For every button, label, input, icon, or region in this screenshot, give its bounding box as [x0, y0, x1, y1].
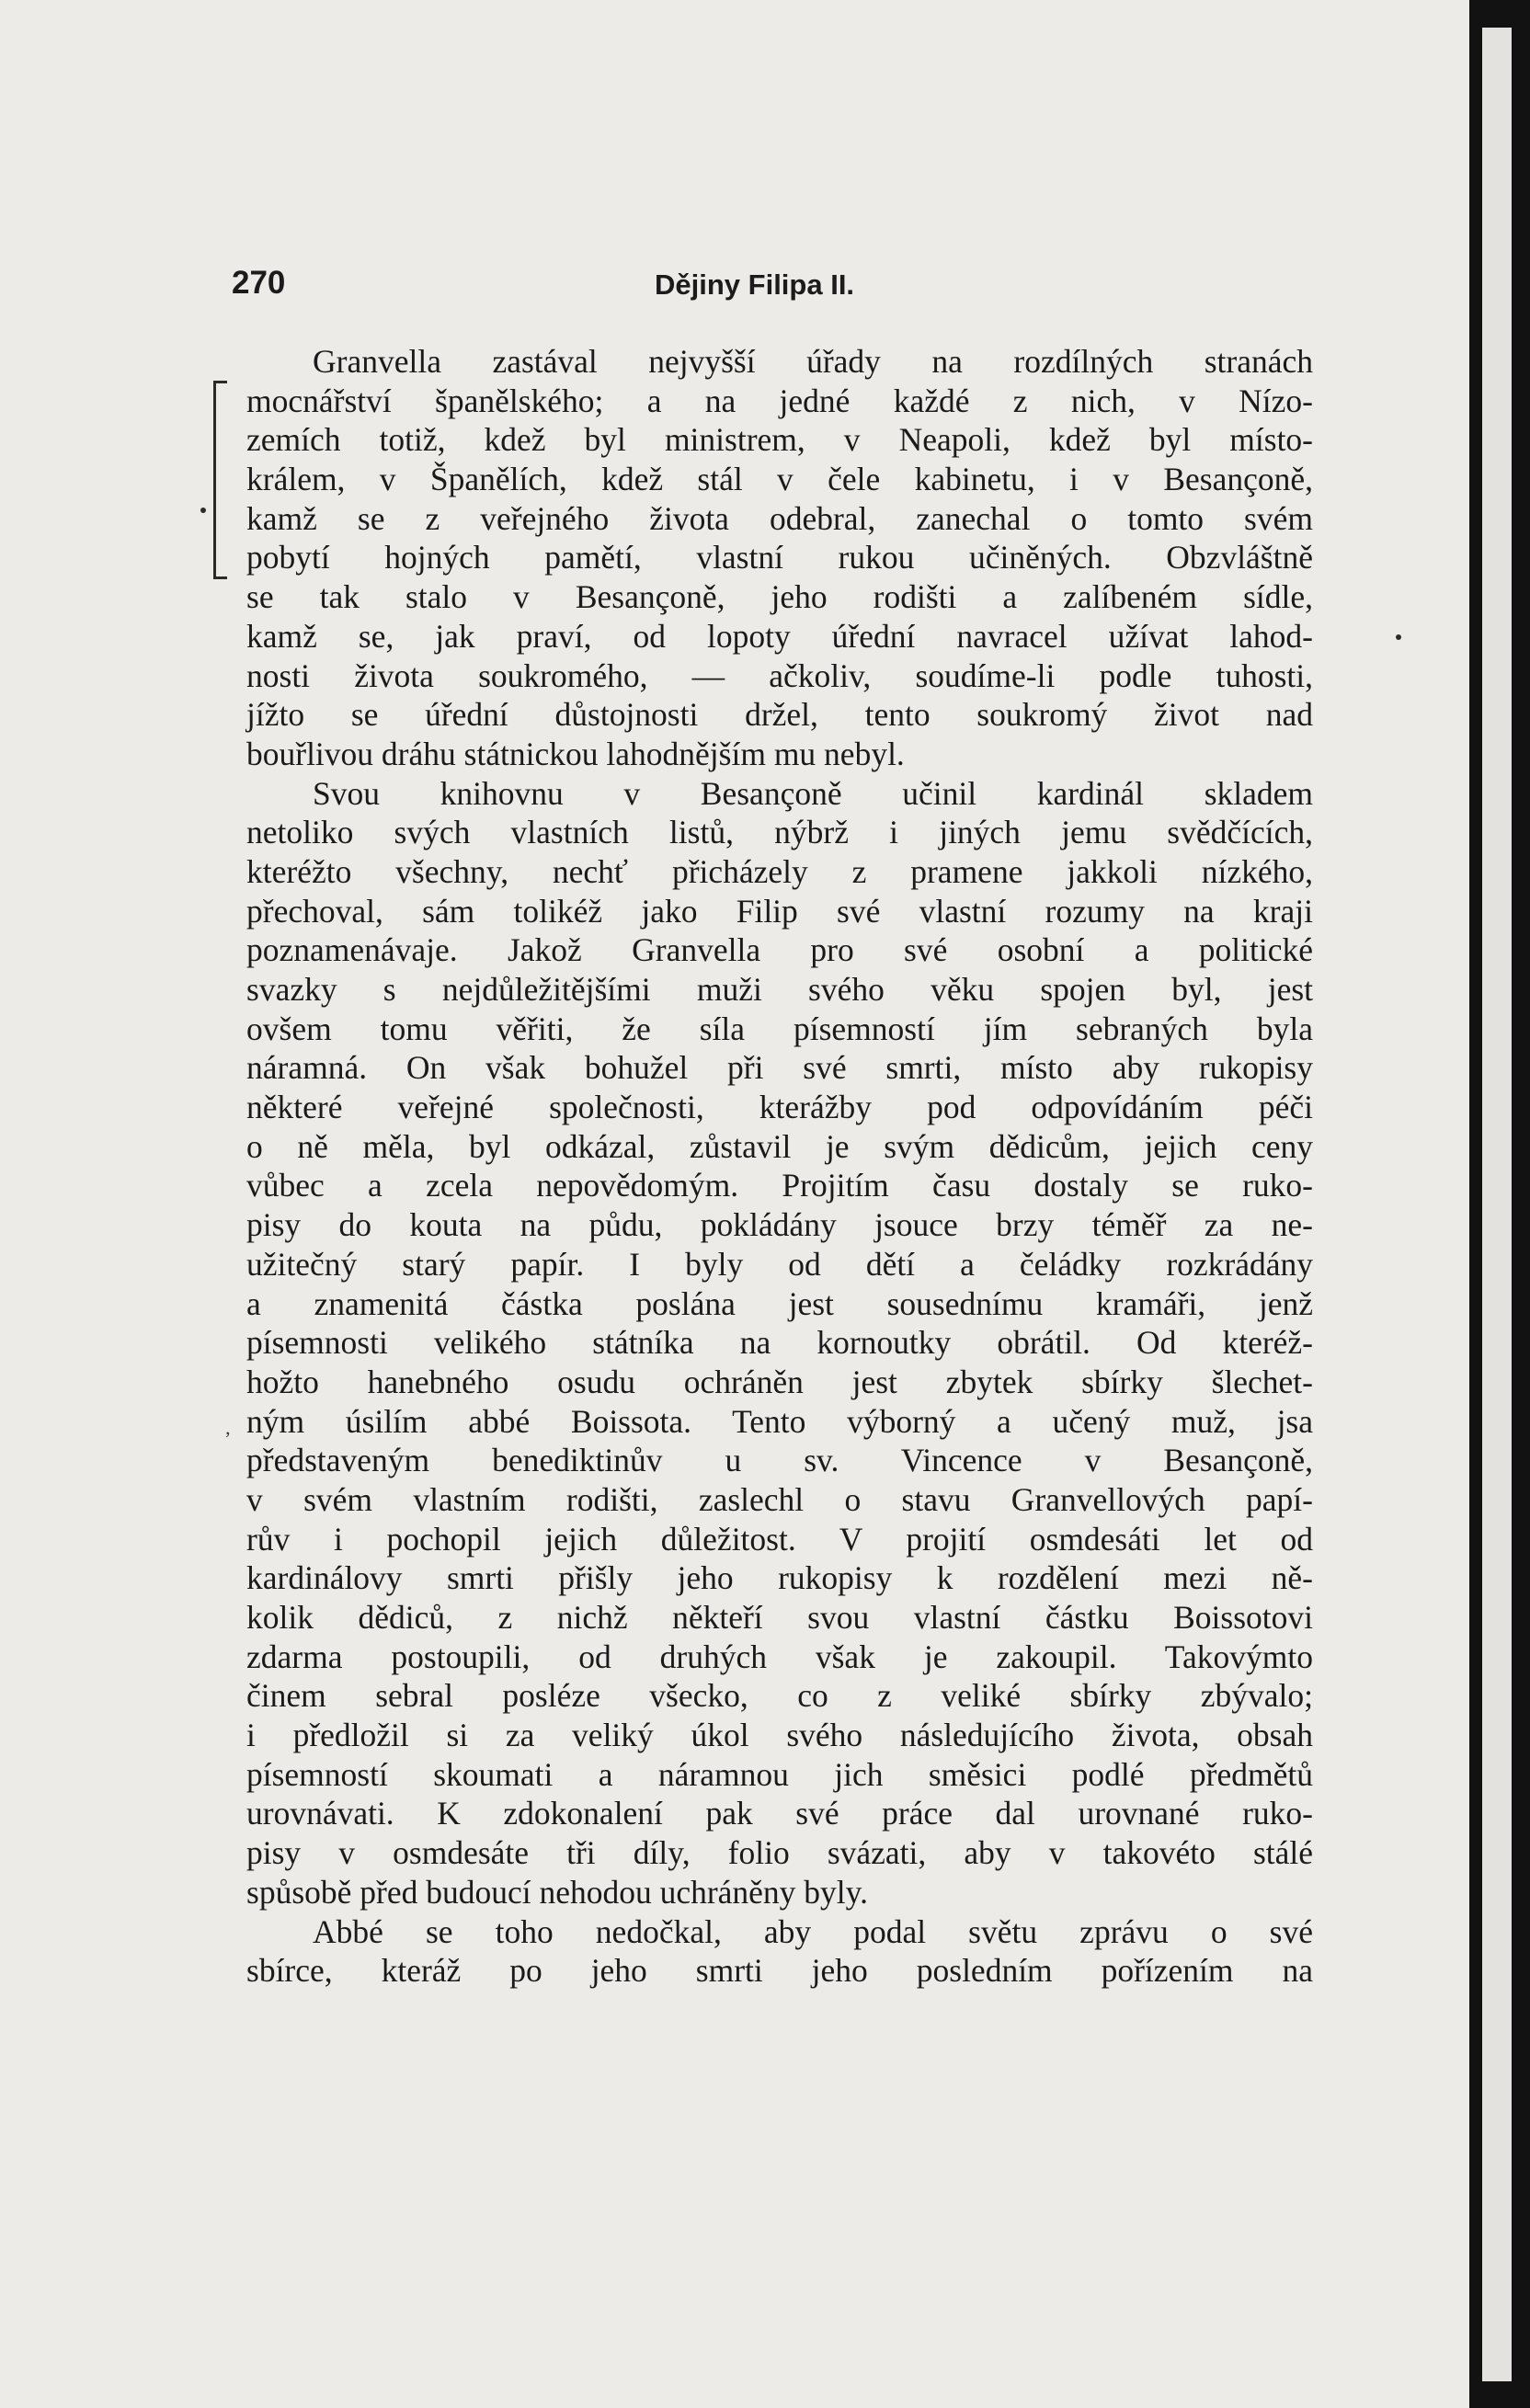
text-line: kamž se z veřejného života odebral, zanechal o tomto svém: [246, 499, 1313, 537]
running-title: Dějiny Filipa II.: [655, 268, 855, 301]
text-line: o ně měla, byl odkázal, zůstavil je svým dědicům, jejich ceny: [246, 1127, 1313, 1165]
text-line: kamž se, jak praví, od lopoty úřední navracel užívat lahod-: [246, 617, 1313, 655]
facing-page-paper: [1482, 28, 1512, 2381]
text-line: Granvella zastával nejvyšší úřady na rozdílných stranách: [313, 343, 1313, 380]
text-line: poznamenávaje. Jakož Granvella pro své osobní a politické: [246, 931, 1313, 969]
text-line: pobytí hojných pamětí, vlastní rukou učiněných. Obzvláštně: [246, 539, 1313, 576]
text-line: činem sebral posléze všecko, co z veliké sbírky zbývalo;: [246, 1677, 1313, 1715]
text-line: v svém vlastním rodišti, zaslechl o stavu Granvellových papí-: [246, 1480, 1313, 1518]
text-line: přechoval, sám tolikéž jako Filip své vlastní rozumy na kraji: [246, 892, 1313, 930]
margin-dot: [1396, 634, 1401, 640]
text-line: představeným benediktinův u sv. Vincence v Besançoně,: [246, 1442, 1313, 1479]
page-number: 270: [232, 265, 286, 301]
text-line: pisy do kouta na půdu, pokládány jsouce brzy téměř za ne-: [246, 1206, 1313, 1244]
text-line: ovšem tomu věřiti, že síla písemností jím sebraných byla: [246, 1010, 1313, 1047]
text-line: nosti života soukromého, — ačkoliv, soudíme-li podle tuhosti,: [246, 656, 1313, 694]
text-line: netoliko svých vlastních listů, nýbrž i jiných jemu svědčících,: [246, 814, 1313, 851]
text-line: urovnávati. K zdokonalení pak své práce dal urovnané ruko-: [246, 1795, 1313, 1832]
text-line: rův i pochopil jejich důležitost. V projití osmdesáti let od: [246, 1520, 1313, 1558]
text-line: kolik dědiců, z nichž někteří svou vlastní částku Boissotovi: [246, 1599, 1313, 1636]
text-line: sbírce, kteráž po jeho smrti jeho posledním pořízením na: [246, 1952, 1313, 1990]
text-line: písemnosti velikého státníka na kornoutky obrátil. Od kteréž-: [246, 1324, 1313, 1362]
text-line: zdarma postoupili, od druhých však je zakoupil. Takovýmto: [246, 1638, 1313, 1675]
margin-tick: ‚: [224, 1416, 232, 1439]
text-line: se tak stalo v Besançoně, jeho rodišti a zalíbeném sídle,: [246, 578, 1313, 616]
text-line: kteréžto všechny, nechť přicházely z pramene jakkoli nízkého,: [246, 852, 1313, 890]
text-line: hožto hanebného osudu ochráněn jest zbytek sbírky šlechet-: [246, 1363, 1313, 1400]
body-text: [246, 342, 1313, 1991]
text-line: vůbec a zcela nepovědomým. Projitím času dostaly se ruko-: [246, 1167, 1313, 1204]
text-line: svazky s nejdůležitějšími muži svého věku spojen byl, jest: [246, 971, 1313, 1008]
text-line: jížto se úřední důstojnosti držel, tento soukromý život nad: [246, 696, 1313, 734]
text-line: i předložil si za veliký úkol svého následujícího života, obsah: [246, 1717, 1313, 1754]
text-line: ným úsilím abbé Boissota. Tento výborný a učený muž, jsa: [246, 1402, 1313, 1440]
text-line: kardinálovy smrti přišly jeho rukopisy k rozdělení mezi ně-: [246, 1559, 1313, 1597]
text-line: užitečný starý papír. I byly od dětí a čeládky rozkrádány: [246, 1245, 1313, 1283]
text-line: písemností skoumati a náramnou jich směsici podlé předmětů: [246, 1755, 1313, 1793]
text-line: náramná. On však bohužel při své smrti, místo aby rukopisy: [246, 1049, 1313, 1087]
text-line: bouřlivou dráhu státnickou lahodnějším mu nebyl.: [246, 735, 905, 772]
text-line: Svou knihovnu v Besançoně učinil kardinál skladem: [313, 774, 1313, 812]
text-line: pisy v osmdesáte tři díly, folio svázati, aby v takovéto stálé: [246, 1834, 1313, 1872]
margin-bracket-mark: [213, 381, 227, 579]
text-line: mocnářství španělského; a na jedné každé z nich, v Nízo-: [246, 382, 1313, 419]
text-line: spůsobě před budoucí nehodou uchráněny byly.: [246, 1873, 868, 1911]
margin-dot: [200, 508, 206, 513]
text-line: a znamenitá částka poslána jest sousednímu kramáři, jenž: [246, 1284, 1313, 1322]
page-header: [0, 265, 1469, 302]
text-line: králem, v Španělích, kdež stál v čele kabinetu, i v Besançoně,: [246, 461, 1313, 498]
text-line: Abbé se toho nedočkal, aby podal světu zprávu o své: [313, 1912, 1313, 1950]
text-line: zemích totiž, kdež byl ministrem, v Neapoli, kdež byl místo-: [246, 421, 1313, 459]
text-line: některé veřejné společnosti, kterážby pod odpovídáním péči: [246, 1089, 1313, 1126]
